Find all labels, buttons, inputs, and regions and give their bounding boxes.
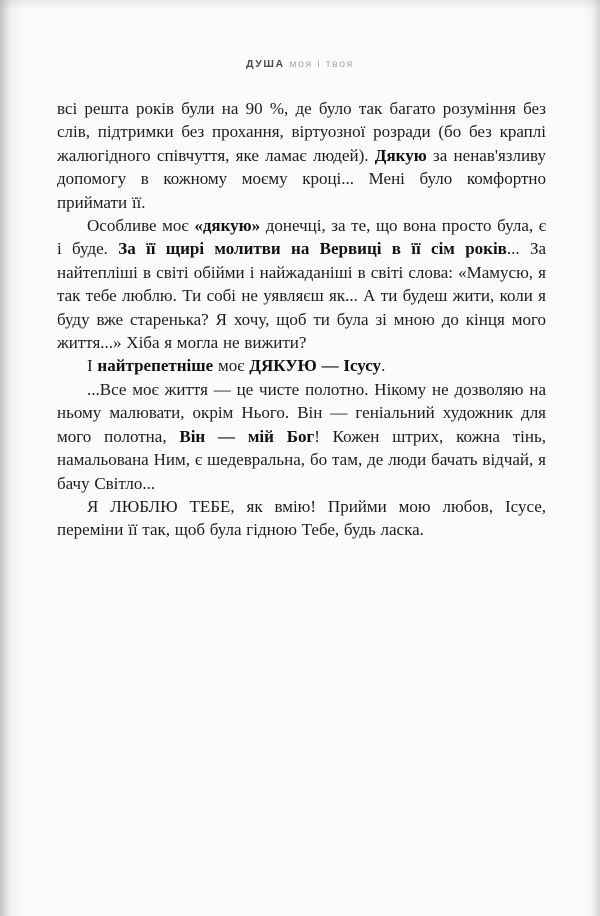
paragraph-3 bbox=[57, 354, 546, 377]
text-run: ...Все моє життя — це чисте полотно. Нікому не дозволяю на ньому малювати, окрім Нього. Він — геніальний художник для мого полотна, bbox=[57, 379, 546, 446]
text-run: ... За найтепліші в світі обійми і найжаданіші в світі слова: «Мамусю, я так тебе люблю. Ти собі не уявляєш як... А ти будеш жити, коли я буду вже старенька? Я хочу, щоб ти була зі мною до кінця мого життя...» Хіба я могла не вижити? bbox=[57, 239, 547, 353]
text-run-bold: ДЯКУЮ — Ісусу bbox=[249, 356, 382, 376]
text-run-bold: Він — мій Бог bbox=[179, 426, 315, 446]
text-run-bold: За її щирі молитви на Вервиці в її сім років bbox=[118, 239, 507, 259]
text-run: Особливе моє bbox=[87, 216, 195, 236]
paragraph-1 bbox=[57, 97, 546, 214]
text-run: всі решта років були на 90 %, де було так багато розуміння без слів, підтримки без прохання, віртуозної розради (бо без краплі жалюгідного співчуття, яке ламає людей). bbox=[57, 99, 546, 165]
text-run: І bbox=[87, 356, 98, 376]
running-head bbox=[0, 58, 600, 70]
text-run: . bbox=[381, 356, 386, 376]
text-run: ! Кожен штрих, кожна тінь, намальована Ним, є шедевральна, бо там, де люди бачать відчай, я бачу Світло... bbox=[57, 426, 546, 493]
text-run-bold: найтрепетніше bbox=[97, 356, 214, 376]
text-run: моє bbox=[213, 356, 250, 376]
paragraph-5 bbox=[57, 495, 546, 542]
text-run: Я ЛЮБЛЮ ТЕБЕ, як вмію! Прийми мою любов, Ісусе, переміни її так, щоб була гідною Тебе, будь ласка. bbox=[57, 496, 546, 540]
paragraph-4 bbox=[57, 378, 546, 495]
book-title-sub: моя і твоя bbox=[284, 58, 354, 70]
text-run: за ненав'язливу допомогу в кожному моєму кроці... Мені було комфортно приймати її. bbox=[57, 145, 546, 212]
page-edge-shadow-left bbox=[0, 0, 22, 916]
page-edge-shadow-top bbox=[0, 0, 600, 10]
text-run-bold: «дякую» bbox=[194, 216, 261, 236]
text-run-bold: Дякую bbox=[374, 145, 427, 165]
text-run: донечці, за те, що вона просто була, є і буде. bbox=[57, 216, 546, 259]
page-edge-shadow-right bbox=[584, 0, 600, 916]
page-body-text bbox=[57, 97, 546, 542]
book-title-main: ДУША bbox=[246, 58, 285, 70]
paragraph-2 bbox=[57, 214, 546, 354]
